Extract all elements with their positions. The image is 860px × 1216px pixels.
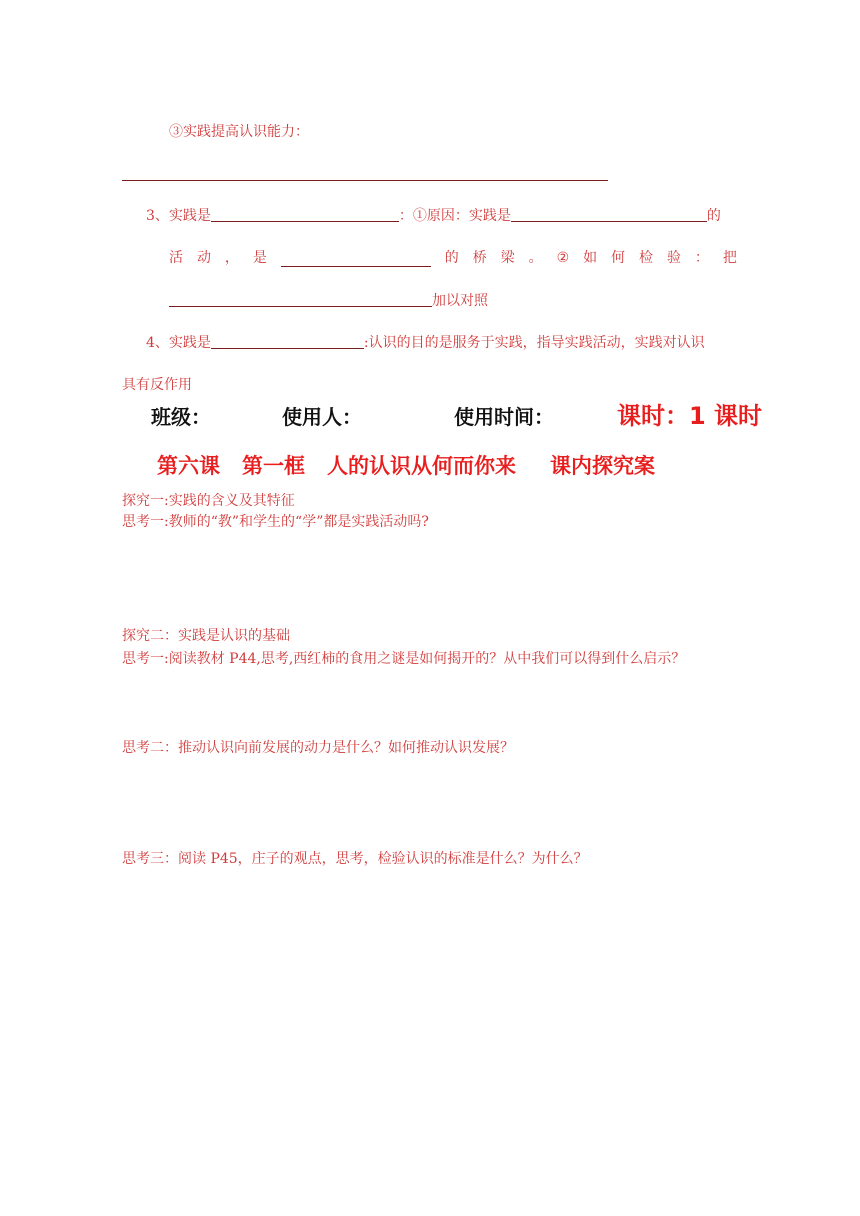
- item-practice-ability: ③实践提高认识能力：: [169, 124, 309, 140]
- point3-prefix: 3、实践是: [146, 208, 211, 224]
- point3-line2: [169, 249, 737, 267]
- point4-suffix: :认识的目的是服务于实践，指导实践活动，实践对认识: [363, 335, 705, 351]
- inquiry-1-question-1: 思考一:教师的“教”和学生的“学”都是实践活动吗?: [122, 514, 429, 530]
- char: 检: [639, 250, 653, 266]
- char: 是: [252, 250, 267, 266]
- char: ：: [694, 250, 709, 266]
- answer-blank[interactable]: [511, 207, 707, 222]
- char: 验: [666, 250, 681, 266]
- answer-line: [122, 180, 608, 181]
- point3-line3: [169, 292, 488, 310]
- point4-cut-line: 具有反作用: [122, 377, 192, 393]
- char: 活: [169, 250, 183, 266]
- answer-blank[interactable]: [211, 334, 364, 349]
- period-label: 课时：1 课时: [617, 402, 763, 430]
- char: 动: [196, 250, 211, 266]
- char: 梁: [500, 250, 515, 266]
- time-label: 使用时间：: [454, 405, 554, 429]
- class-label: 班级：: [151, 405, 211, 429]
- char: ②: [556, 250, 570, 266]
- point3-de: 的: [706, 208, 721, 224]
- char: 桥: [472, 250, 487, 266]
- answer-blank[interactable]: [169, 292, 432, 307]
- char: 如: [583, 250, 598, 266]
- char: 何: [611, 250, 626, 266]
- inquiry-1-heading: 探究一:实践的含义及其特征: [122, 493, 295, 509]
- answer-blank[interactable]: [211, 207, 399, 222]
- inquiry-2-question-1: 思考一:阅读教材 P44,思考,西红柿的食用之谜是如何揭开的？从中我们可以得到什么启示？: [122, 651, 686, 667]
- char: 的: [444, 250, 459, 266]
- title-frame: 第一框: [242, 453, 305, 478]
- title-type: 课内探究案: [550, 453, 655, 478]
- answer-blank[interactable]: [281, 252, 431, 267]
- point4-line1: [146, 334, 705, 352]
- point3-reason: ：①原因：实践是: [398, 208, 511, 224]
- point3-suffix: 加以对照: [432, 293, 488, 309]
- title-lesson: 第六课: [157, 453, 220, 478]
- point4-prefix: 4、实践是: [146, 335, 211, 351]
- inquiry-2-question-3: 思考三：阅读 P45，庄子的观点，思考，检验认识的标准是什么？为什么？: [122, 851, 588, 867]
- char: 。: [528, 250, 543, 266]
- char: 把: [722, 250, 737, 266]
- inquiry-2-question-2: 思考二：推动认识向前发展的动力是什么？如何推动认识发展？: [122, 740, 514, 756]
- point3-line1: [146, 207, 721, 225]
- inquiry-2-heading: 探究二：实践是认识的基础: [122, 628, 290, 644]
- title-topic: 人的认识从何而你来: [327, 453, 516, 478]
- lesson-title: [157, 453, 655, 479]
- char: ，: [224, 250, 239, 266]
- user-label: 使用人：: [282, 405, 362, 429]
